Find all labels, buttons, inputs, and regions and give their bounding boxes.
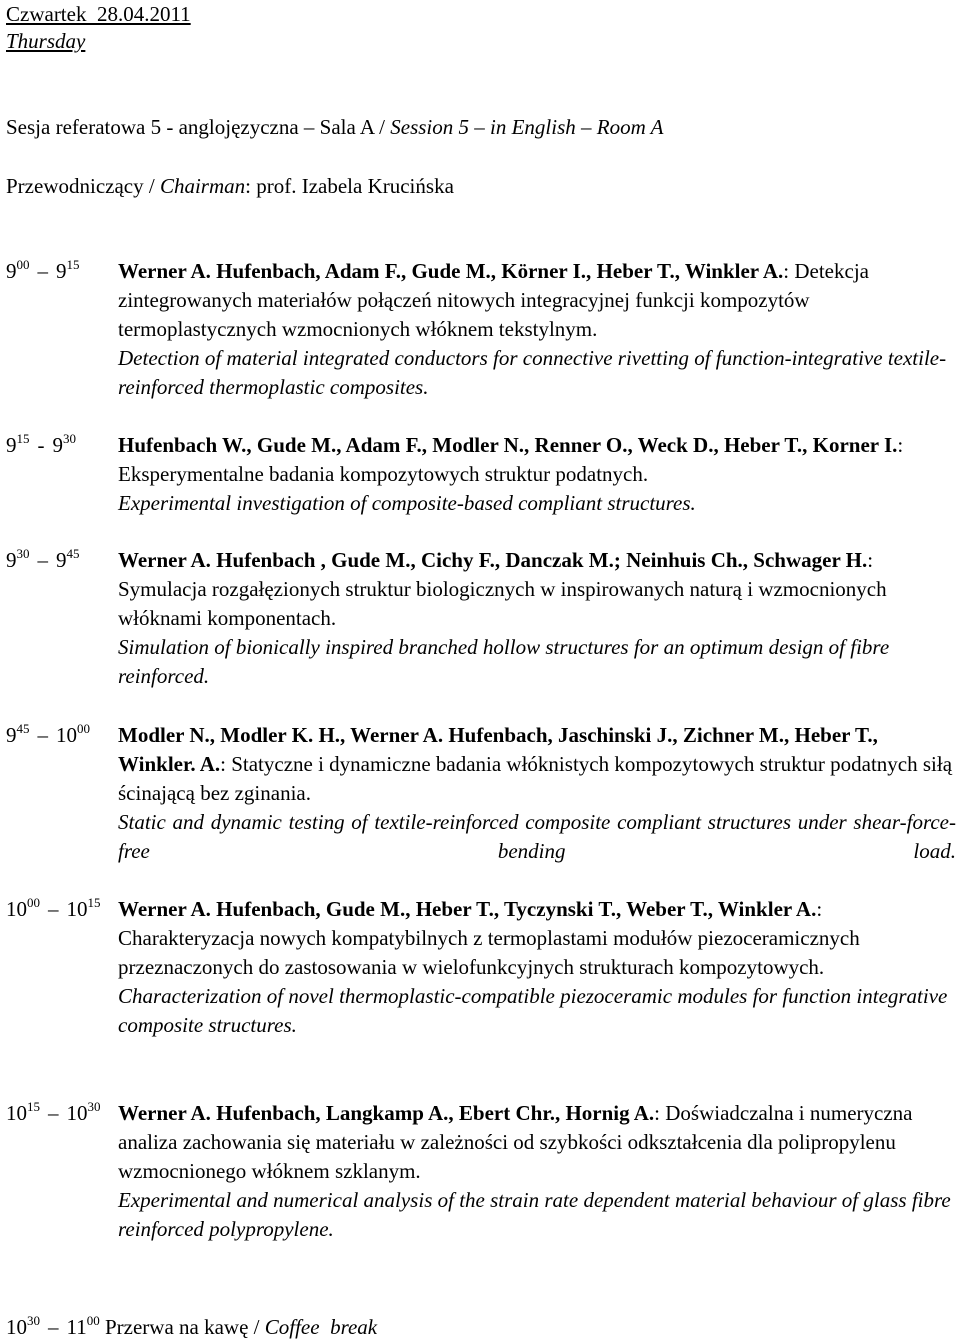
program-entry: $9^{30} - 9^{45}$ Werner A. Hufenbach , Gude M., Cichy F., Danczak M.; Neinhuis Ch., Schwager H.: Symulacja rozgałęzionych struktur biologicznych w inspirowanych naturą i wzmocnionych włóknami komponentach. Simulation of bionically inspired branched hollow structures for an optimum design of fibre reinforced.: [6, 546, 956, 691]
title-en: Simulation of bionically inspired branched hollow structures for an optimum design of fibre reinforced.: [118, 635, 890, 688]
authors: Werner A. Hufenbach, Adam F., Gude M., Körner I., Heber T., Winkler A.: [118, 259, 784, 283]
authors: Modler N., Modler K. H., Werner A. Hufenbach, Jaschinski J., Zichner M., Heber T., Winkler. A.: [118, 723, 878, 776]
chairman-line: Przewodniczący / Chairman: prof. Izabela Krucińska: [6, 174, 454, 198]
program-entry: $9^{00} - 9^{15}$ Werner A. Hufenbach, Adam F., Gude M., Körner I., Heber T., Winkler A.: Detekcja zintegrowanych materiałów połączeń nitowych integracyjnej funkcji kompozytów termoplastycznych wzmocnionych włóknem tekstylnym. Detection of material integrated conductors for connective rivetting of function-integrative textile-reinforced thermoplastic composites.: [6, 257, 956, 402]
title-en: Experimental investigation of composite-based compliant structures.: [118, 491, 696, 515]
title-pl: Statyczne i dynamiczne badania włóknistych kompozytowych struktur podatnych siłą ścinającą bez zginania.: [118, 752, 953, 805]
title-pl: Eksperymentalne badania kompozytowych struktur podatnych.: [118, 462, 649, 486]
chair-name: prof. Izabela Krucińska: [256, 174, 454, 198]
authors: Werner A. Hufenbach, Langkamp A., Ebert Chr., Hornig A.: [118, 1101, 655, 1125]
session-title-pl: Sesja referatowa 5 - anglojęzyczna – Sala A /: [6, 115, 391, 139]
day-text: Thursday: [6, 29, 86, 53]
time-slot: $9^{00} - 9^{15}$: [6, 257, 80, 283]
time-slot: $9^{30} - 9^{45}$: [6, 546, 80, 572]
time-slot: $9^{15} - 9^{30}$: [6, 431, 76, 457]
date-text: Czwartek 28.04.2011: [6, 2, 191, 26]
time-slot: $10^{00} - 10^{15}$: [6, 895, 101, 921]
program-entry: $9^{15} - 9^{30}$ Hufenbach W., Gude M., Adam F., Modler N., Renner O., Weck D., Heber T., Korner I.: Eksperymentalne badania kompozytowych struktur podatnych. Experimental investigation of composite-based compliant structures.: [6, 431, 956, 518]
authors: Hufenbach W., Gude M., Adam F., Modler N., Renner O., Weck D., Heber T., Korner I.: [118, 433, 898, 457]
title-pl: Doświadczalna i numeryczna analiza zachowania się materiału w zależności od szybkości odkształcenia dla polipropylenu wzmocnionego włóknem szklanym.: [118, 1101, 913, 1183]
title-pl: Detekcja zintegrowanych materiałów połączeń nitowych integracyjnej funkcji kompozytów termoplastycznych wzmocnionych włóknem tekstylnym.: [118, 259, 869, 341]
chair-label-pl: Przewodniczący: [6, 174, 144, 198]
title-en: Experimental and numerical analysis of the strain rate dependent material behaviour of glass fibre reinforced polypropylene.: [118, 1188, 951, 1241]
day-heading: [6, 27, 85, 56]
program-entry: $9^{45} - 10^{00}$ Modler N., Modler K. H., Werner A. Hufenbach, Jaschinski J., Zichner M., Heber T., Winkler. A.: Statyczne i dynamiczne badania włóknistych kompozytowych struktur podatnych siłą ścinającą bez zginania. Static and dynamic testing of textile-reinforced composite compliant structures under shear-force-free bending load.: [6, 721, 956, 866]
session-title-en: Session 5 – in English – Room A: [390, 115, 664, 139]
session-heading: [6, 113, 663, 142]
title-en: Static and dynamic testing of textile-reinforced composite compliant structures under shear-force-free bending load.: [118, 810, 956, 863]
title-en: Detection of material integrated conductors for connective rivetting of function-integrative textile-reinforced thermoplastic composites.: [118, 346, 947, 399]
program-entry: $10^{15} - 10^{30}$ Werner A. Hufenbach, Langkamp A., Ebert Chr., Hornig A.: Doświadczalna i numeryczna analiza zachowania się materiału w zależności od szybkości odkształcenia dla polipropylenu wzmocnionego włóknem szklanym. Experimental and numerical analysis of the strain rate dependent material behaviour of glass fibre reinforced polypropylene.: [6, 1099, 956, 1244]
break-label-pl: Przerwa na kawę: [104, 1315, 249, 1339]
title-pl: Symulacja rozgałęzionych struktur biologicznych w inspirowanych naturą i wzmocnionych włóknami komponentach.: [118, 577, 887, 630]
authors: Werner A. Hufenbach , Gude M., Cichy F., Danczak M.; Neinhuis Ch., Schwager H.: [118, 548, 868, 572]
authors: Werner A. Hufenbach, Gude M., Heber T., Tyczynski T., Weber T., Winkler A.: [118, 897, 817, 921]
break-label-en: Coffee break: [264, 1315, 378, 1339]
program-entry: $10^{00} - 10^{15}$ Werner A. Hufenbach, Gude M., Heber T., Tyczynski T., Weber T., Winkler A.: Charakteryzacja nowych kompatybilnych z termoplastami modułów piezoceramicznych przeznaczonych do zastosowania w wielofunkcyjnych strukturach kompozytowych. Characterization of novel thermoplastic-compatible piezoceramic modules for function integrative composite structures.: [6, 895, 956, 1040]
date-heading: [6, 0, 191, 29]
coffee-break-line: $10^{30} - 11^{00}$ Przerwa na kawę / Coffee break: [6, 1313, 378, 1339]
title-pl: Charakteryzacja nowych kompatybilnych z termoplastami modułów piezoceramicznych przeznaczonych do zastosowania w wielofunkcyjnych strukturach kompozytowych.: [118, 926, 860, 979]
time-slot: $10^{15} - 10^{30}$: [6, 1099, 101, 1125]
chair-label-en: Chairman: [159, 174, 246, 198]
title-en: Characterization of novel thermoplastic-compatible piezoceramic modules for function integrative composite structures.: [118, 984, 948, 1037]
time-slot: $9^{45} - 10^{00}$: [6, 721, 90, 747]
